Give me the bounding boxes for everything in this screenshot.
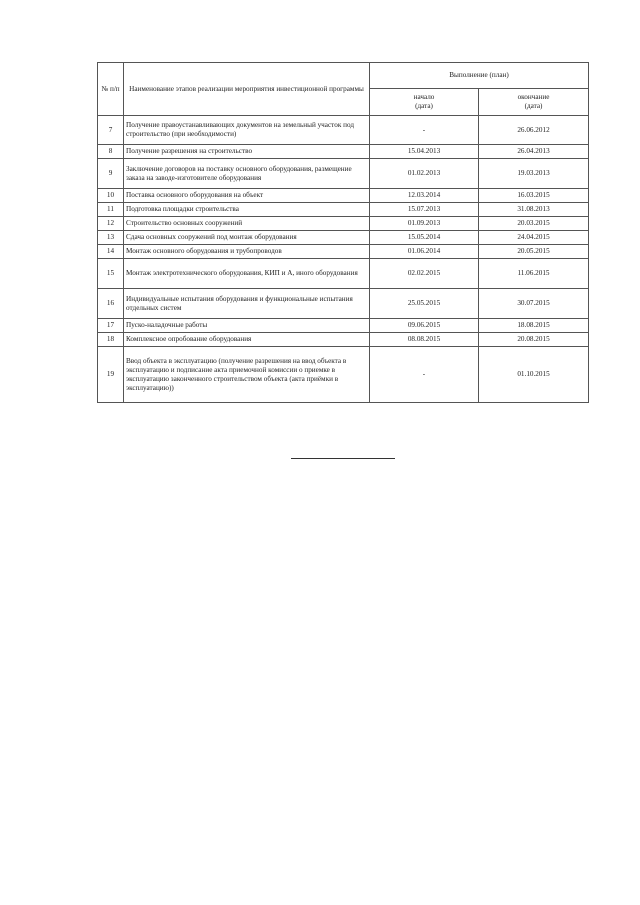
row-num: 19 — [98, 347, 124, 403]
schedule-table — [97, 62, 589, 403]
row-num: 13 — [98, 231, 124, 245]
row-start: 02.02.2015 — [370, 259, 479, 289]
row-end: 24.04.2015 — [479, 231, 589, 245]
row-name: Монтаж основного оборудования и трубопроводов — [124, 245, 370, 259]
row-start: 12.03.2014 — [370, 189, 479, 203]
table-row — [98, 319, 589, 333]
row-name: Заключение договоров на поставку основного оборудования, размещение заказа на заводе-изготовителе оборудования — [124, 159, 370, 189]
row-num: 8 — [98, 145, 124, 159]
table-row — [98, 145, 589, 159]
row-start: 08.08.2015 — [370, 333, 479, 347]
table-row — [98, 231, 589, 245]
row-name: Строительство основных сооружений — [124, 217, 370, 231]
row-num: 12 — [98, 217, 124, 231]
row-name: Ввод объекта в эксплуатацию (получение разрешения на ввод объекта в эксплуатацию и подписание акта приемочной комиссии о приемке в эксплуатацию законченного строительством объекта (акта приёмки в эксплуатацию)) — [124, 347, 370, 403]
row-num: 17 — [98, 319, 124, 333]
row-start: 15.04.2013 — [370, 145, 479, 159]
closing-rule — [291, 458, 395, 459]
row-name: Комплексное опробование оборудования — [124, 333, 370, 347]
row-start: 15.07.2013 — [370, 203, 479, 217]
row-name: Монтаж электротехнического оборудования, КИП и А, иного оборудования — [124, 259, 370, 289]
row-end: 20.03.2015 — [479, 217, 589, 231]
row-num: 9 — [98, 159, 124, 189]
table-row — [98, 159, 589, 189]
row-end: 26.04.2013 — [479, 145, 589, 159]
table-row — [98, 116, 589, 145]
header-start: начало (дата) — [370, 89, 479, 116]
table-row — [98, 333, 589, 347]
row-name: Сдача основных сооружений под монтаж оборудования — [124, 231, 370, 245]
row-num: 18 — [98, 333, 124, 347]
table-row — [98, 189, 589, 203]
row-num: 10 — [98, 189, 124, 203]
row-start: - — [370, 347, 479, 403]
table-row — [98, 347, 589, 403]
row-end: 18.08.2015 — [479, 319, 589, 333]
row-end: 26.06.2012 — [479, 116, 589, 145]
table-body — [98, 116, 589, 403]
row-end: 01.10.2015 — [479, 347, 589, 403]
row-end: 11.06.2015 — [479, 259, 589, 289]
row-name: Получение разрешения на строительство — [124, 145, 370, 159]
header-execution: Выполнение (план) — [370, 63, 589, 89]
table-row — [98, 289, 589, 319]
row-end: 19.03.2013 — [479, 159, 589, 189]
header-end: окончание (дата) — [479, 89, 589, 116]
table-row — [98, 259, 589, 289]
table-row — [98, 245, 589, 259]
row-name: Пуско-наладочные работы — [124, 319, 370, 333]
row-start: 01.09.2013 — [370, 217, 479, 231]
row-start: 25.05.2015 — [370, 289, 479, 319]
row-name: Индивидуальные испытания оборудования и функциональные испытания отдельных систем — [124, 289, 370, 319]
row-name: Подготовка площадки строительства — [124, 203, 370, 217]
row-num: 14 — [98, 245, 124, 259]
header-num: № п/п — [98, 63, 124, 116]
row-start: 09.06.2015 — [370, 319, 479, 333]
row-num: 7 — [98, 116, 124, 145]
table-row — [98, 203, 589, 217]
header-name: Наименование этапов реализации мероприятия инвестиционной программы — [124, 63, 370, 116]
row-end: 31.08.2013 — [479, 203, 589, 217]
row-start: 15.05.2014 — [370, 231, 479, 245]
row-end: 20.05.2015 — [479, 245, 589, 259]
row-num: 16 — [98, 289, 124, 319]
row-end: 20.08.2015 — [479, 333, 589, 347]
row-start: 01.06.2014 — [370, 245, 479, 259]
row-name: Поставка основного оборудования на объект — [124, 189, 370, 203]
row-start: 01.02.2013 — [370, 159, 479, 189]
row-num: 11 — [98, 203, 124, 217]
row-num: 15 — [98, 259, 124, 289]
row-name: Получение правоустанавливающих документов на земельный участок под строительство (при необходимости) — [124, 116, 370, 145]
table-row — [98, 217, 589, 231]
row-end: 30.07.2015 — [479, 289, 589, 319]
row-end: 16.03.2015 — [479, 189, 589, 203]
table-header — [98, 63, 589, 116]
row-start: - — [370, 116, 479, 145]
